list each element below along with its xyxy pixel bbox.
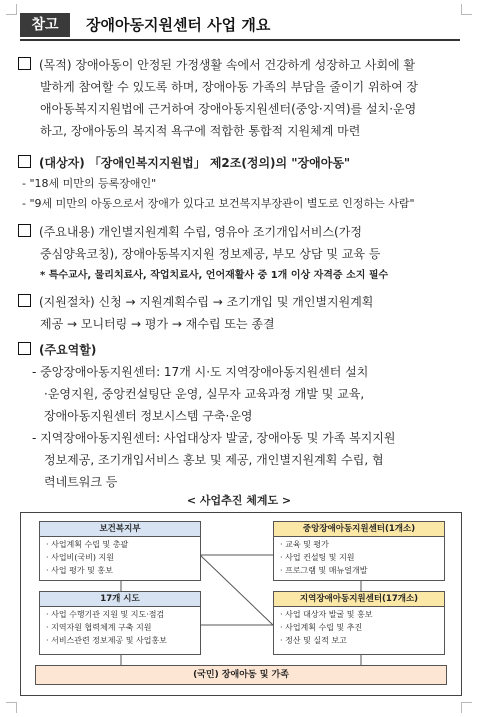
roles-section <box>18 339 464 493</box>
purpose-line: (목적) 장애아동이 안정된 가정생활 속에서 건강하게 성장하고 사회에 활 <box>18 54 464 76</box>
target-heading: (대상자) 「장애인복지지원법」 제2조(정의)의 "장애아동" <box>18 152 464 174</box>
provinces-box-item: · 서비스관련 정보제공 및 사업홍보 <box>46 636 167 645</box>
crop-mark <box>6 702 17 713</box>
beneficiaries-bar: (국민) 장애아동 및 가족 <box>35 665 447 685</box>
provinces-box-title: 17개 시도 <box>40 592 200 607</box>
central-role-line: ·운영지원, 중앙컨설팅단 운영, 실무자 교육과정 개발 및 교육, <box>44 387 365 401</box>
procedure-line: (지원절차) 신청 → 지원계획수립 → 조기개입 및 개인별지원계획 <box>18 291 464 313</box>
target-item: - "18세 미만의 등록장애인" <box>22 177 157 190</box>
crop-mark <box>461 4 472 15</box>
page-title: 장애아동지원센터 사업 개요 <box>86 16 271 34</box>
provinces-box <box>39 591 201 655</box>
provinces-box-item: · 지역자원 협력체계 구축 지원 <box>46 623 152 632</box>
central-role-line: 장애아동지원센터 정보시스템 구축·운영 <box>44 409 253 423</box>
checkbox-square-icon <box>18 224 31 237</box>
purpose-line: 애아동복지지원법에 근거하여 장애아동지원센터(중앙·지역)를 설치·운영 <box>40 102 417 116</box>
regional-center-box-item: · 사업 대상자 발굴 및 홍보 <box>280 610 373 619</box>
purpose-line: 발하게 참여할 수 있도록 하며, 장애아동 가족의 부담을 줄이기 위하여 장 <box>40 80 419 94</box>
content-note: * 특수교사, 물리치료사, 작업치료사, 언어재활사 중 1개 이상 자격증 소지 필수 <box>40 270 389 281</box>
purpose-line: 하고, 장애아동의 복지적 욕구에 적합한 통합적 지원체계 마련 <box>40 124 361 138</box>
checkbox-square-icon <box>18 342 31 355</box>
ministry-box-item: · 사업비(국비) 지원 <box>46 553 114 562</box>
provinces-box-item: · 사업 수행기관 지원 및 지도·점검 <box>46 610 165 619</box>
procedure-line: 제공 → 모니터링 → 평가 → 재수립 또는 종결 <box>40 317 275 331</box>
checkbox-square-icon <box>18 155 31 168</box>
regional-center-box <box>273 591 445 655</box>
ministry-box-item: · 사업 평가 및 홍보 <box>46 566 113 575</box>
procedure-section <box>18 291 464 335</box>
diagram-title: < 사업추진 체계도 > <box>186 494 292 507</box>
regional-center-box-item: · 사업계획 수립 및 추진 <box>280 623 363 632</box>
ministry-box-title: 보건복지부 <box>40 522 200 537</box>
purpose-section <box>18 54 464 142</box>
central-center-box-item: · 교육 및 평가 <box>280 540 329 549</box>
organization-diagram <box>20 512 462 696</box>
regional-center-box-item: · 정산 및 실적 보고 <box>280 636 347 645</box>
roles-heading: (주요역할) <box>18 339 464 361</box>
target-item: - "9세 미만의 아동으로서 장애가 있다고 보건복지부장관이 별도로 인정하는 사람" <box>22 197 415 210</box>
document-header <box>20 13 460 37</box>
ministry-box-item: · 사업계획 수립 및 총괄 <box>46 540 129 549</box>
title-underline <box>20 39 460 41</box>
checkbox-square-icon <box>18 57 31 70</box>
regional-role-line: 정보제공, 조기개입서비스 홍보 및 제공, 개인별지원계획 수립, 협 <box>44 453 384 467</box>
content-line: 중심양육코칭), 장애아동복지지원 정보제공, 부모 상담 및 교육 등 <box>40 247 381 261</box>
reference-badge: 참고 <box>20 13 70 37</box>
crop-mark <box>6 4 17 15</box>
central-center-box-item: · 프로그램 및 매뉴얼개발 <box>280 566 368 575</box>
central-role-line: - 중앙장애아동지원센터: 17개 시·도 지역장애아동지원센터 설치 <box>32 365 369 379</box>
checkbox-square-icon <box>18 294 31 307</box>
central-center-box-item: · 사업 컨설팅 및 지원 <box>280 553 355 562</box>
target-section <box>18 152 464 214</box>
crop-mark <box>461 702 472 713</box>
regional-center-box-title: 지역장애아동지원센터(17개소) <box>274 592 444 607</box>
content-section <box>18 221 464 287</box>
content-line: (주요내용) 개인별지원계획 수립, 영유아 조기개입서비스(가정 <box>18 221 464 243</box>
central-center-box-title: 중앙장애아동지원센터(1개소) <box>274 522 444 537</box>
central-center-box <box>273 521 445 581</box>
ministry-box <box>39 521 201 581</box>
regional-role-line: 력네트워크 등 <box>44 475 118 489</box>
connector-line <box>200 555 273 625</box>
regional-role-line: - 지역장애아동지원센터: 사업대상자 발굴, 장애아동 및 가족 복지지원 <box>32 431 396 445</box>
